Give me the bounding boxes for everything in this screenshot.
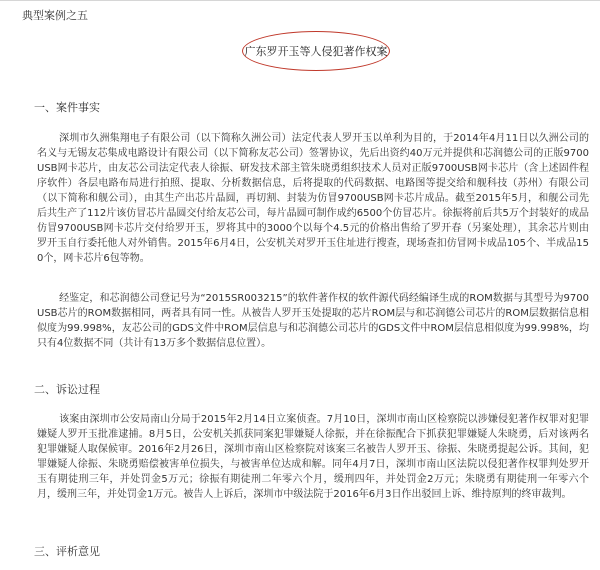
section-heading-facts: 一、案件事实 [34,101,100,114]
case-label: 典型案例之五 [22,9,88,22]
paragraph-text: 深圳市久洲集翔电子有限公司（以下简称久洲公司）法定代表人罗开玉以单利为目的，于2014年4月11日以久洲公司的名义与无锡友芯集成电路设计有限公司（以下简称友芯公司）签署协议，先后出资约40万元并提供和芯润德公司的正版9700USB网卡芯片，由友芯公司法定代表人徐振、研发技术部主管朱晓勇组织技术人员对正版9700USB网卡芯片（含上述固件程序软件）各层电路布局进行拍照、提取、分析数据信息，后将提取的代码数据、电路图等提交给和舰科技（苏州）有限公司（以下简称和舰公司），由其生产出芯片晶圆，再切割、封装为仿冒9700USB网卡芯片成品。截至2015年5月，和舰公司先后共生产了112片该仿冒芯片晶圆交付给友芯公司，每片晶圆可制作成约6500个仿冒芯片。徐振将前后共5万个封装好的成品仿冒9700USB网卡芯片交付给罗开玉，罗将其中的3000个以每个4.5元的价格出售给了罗开春（另案处理），其余芯片则由罗开玉自行委托他人对外销售。2015年6月4日，公安机关对罗开玉住址进行搜查，现场查扣仿冒网卡成品105个、半成品150个，网卡芯片6包等物。 [37,133,589,264]
paragraph-facts-2 [37,291,589,351]
paragraph-text: 经鉴定，和芯润德公司登记号为“2015SR003215”的软件著作权的软件源代码经编译生成的ROM数据与其型号为9700USB芯片的ROM数据相同，两者具有同一性。从被告人罗开玉处提取的芯片ROM层与和芯润德公司芯片的ROM层数据信息相似度为99.998%，友芯公司的GDS文件中ROM层信息与和芯润德公司芯片的GDS文件中ROM层信息相似度为99.998%，均只有4位数据不同（共计有13万多个数据信息位置）。 [37,293,589,349]
title-ellipse [242,31,390,71]
case-title: 广东罗开玉等人侵犯著作权案 [244,45,388,58]
section-heading-litigation: 二、诉讼过程 [34,383,100,396]
paragraph-facts-1 [37,131,589,266]
paragraph-text: 该案由深圳市公安局南山分局于2015年2月14日立案侦查。7月10日，深圳市南山区检察院以涉嫌侵犯著作权罪对犯罪嫌疑人罗开玉批准逮捕。8月5日，公安机关抓获同案犯罪嫌疑人徐振，并在徐振配合下抓获犯罪嫌疑人朱晓勇，后对该两名犯罪嫌疑人取保候审。2016年2月26日，深圳市南山区检察院对该案三名被告人罗开玉、徐振、朱晓勇提起公诉。其间，犯罪嫌疑人徐振、朱晓勇赔偿被害单位损失，与被害单位达成和解。同年4月7日，深圳市南山区法院以侵犯著作权罪判处罗开玉有期徒刑三年，并处罚金5万元；徐振有期徒刑二年零六个月，缓刑四年，并处罚金2万元；朱晓勇有期徒刑一年零六个月，缓刑三年，并处罚金1万元。被告人上诉后，深圳市中级法院于2016年6月3日作出驳回上诉、维持原判的终审裁判。 [37,414,589,500]
paragraph-litigation-1 [37,412,589,502]
section-heading-analysis: 三、评析意见 [34,545,100,558]
